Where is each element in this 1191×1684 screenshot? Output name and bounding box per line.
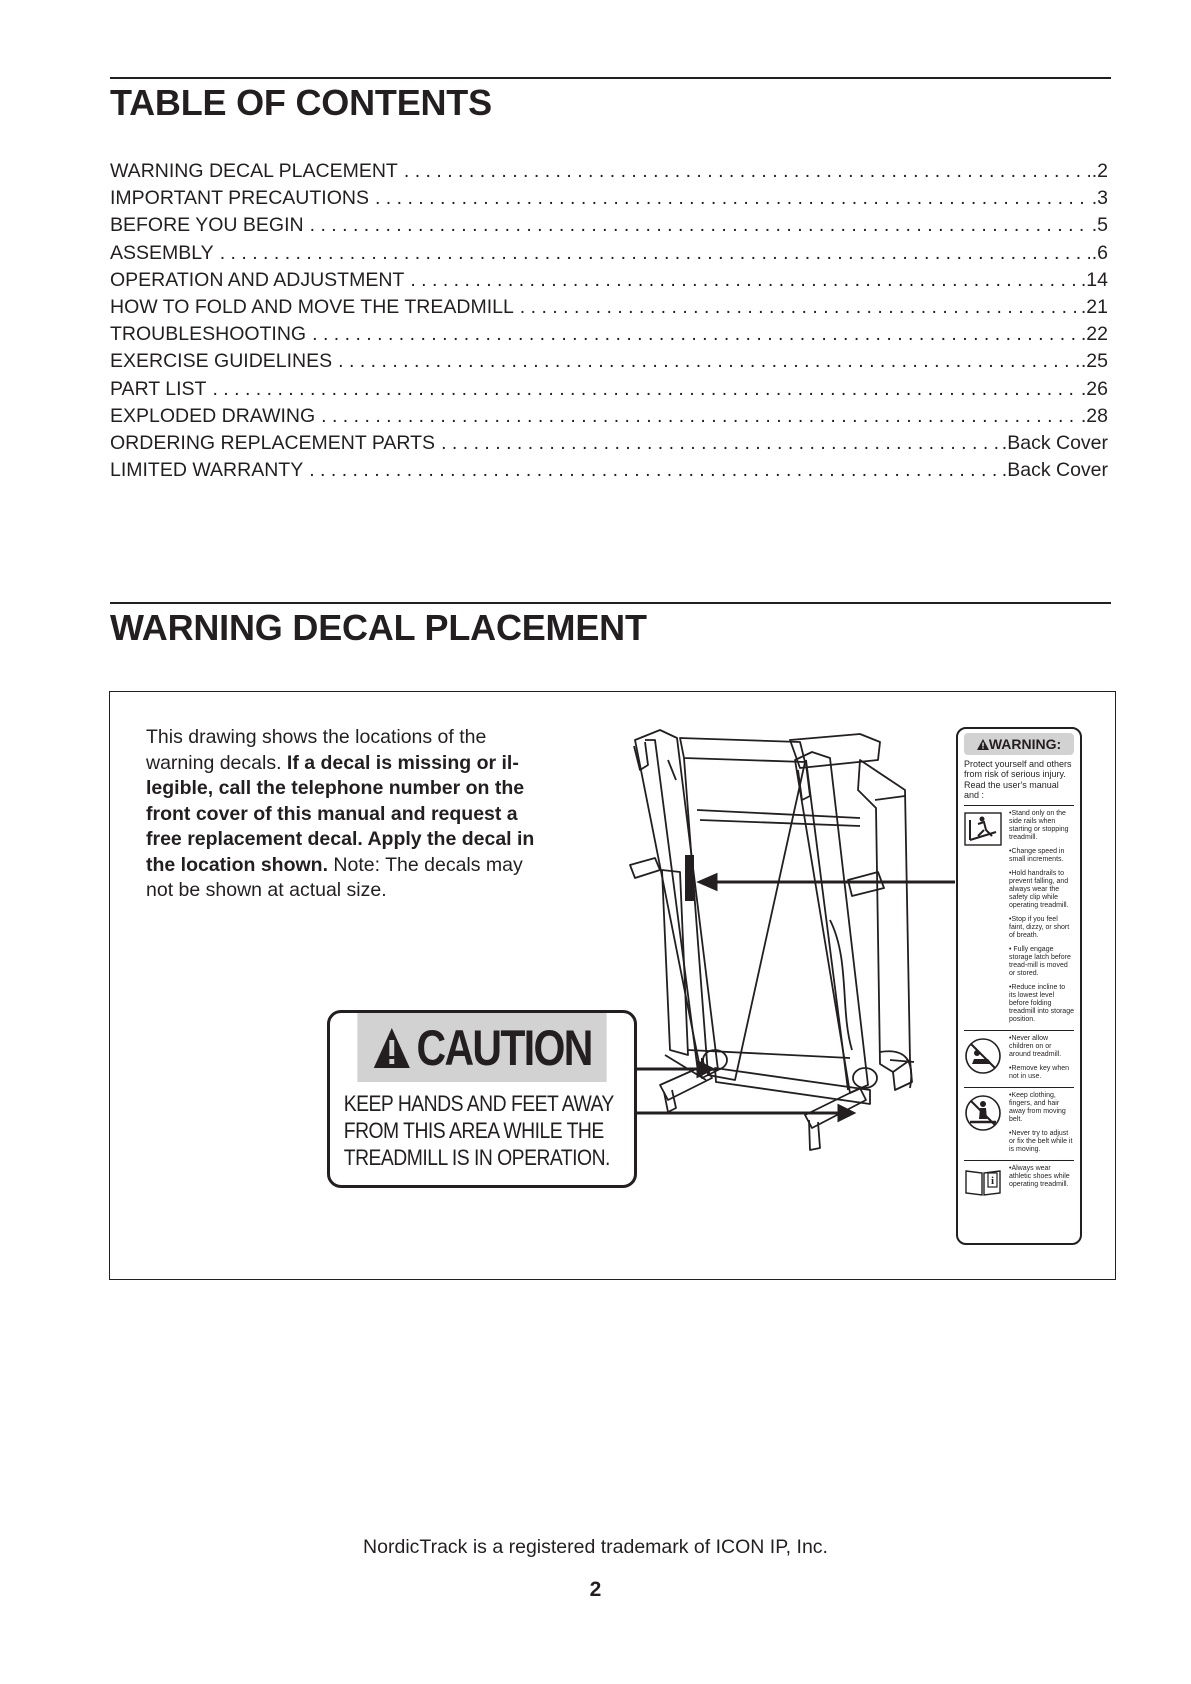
info-book-icon	[964, 1167, 1002, 1197]
toc-title: TABLE OF CONTENTS	[110, 82, 492, 123]
toc-entry[interactable]: TROUBLESHOOTING . . . .22	[110, 321, 1108, 348]
toc-entry[interactable]: OPERATION AND ADJUSTMENT . . . .14	[110, 267, 1108, 294]
warning-section: •Never allow children on or around treadmill. •Remove key when not in use.	[964, 1030, 1074, 1081]
toc-entry[interactable]: WARNING DECAL PLACEMENT . . . .2	[110, 158, 1108, 185]
warning-triangle-icon	[977, 739, 989, 750]
caution-message: KEEP HANDS AND FEET AWAY FROM THIS AREA WHILE THE TREADMILL IS IN OPERATION.	[343, 1091, 614, 1170]
decal-intro: This drawing shows the locations of the warning decals. If a decal is missing or il-legible, call the telephone number on the front cover of this manual and request a free replacement decal. Apply the decal in the location shown. Note: The decals may not be shown at actual size.	[146, 726, 535, 901]
warning-section: i •Always wear athletic shoes while operating treadmill.	[964, 1160, 1074, 1189]
toc-entry[interactable]: PART LIST . . . .26	[110, 376, 1108, 403]
warning-decal-mark	[685, 855, 694, 901]
warning-intro: Protect yourself and others from risk of serious injury. Read the user's manual and :	[964, 759, 1072, 801]
right-upright	[858, 760, 910, 1072]
warning-section: •Keep clothing, fingers, and hair away from moving belt. •Never try to adjust or fix the belt while it is moving.	[964, 1087, 1074, 1154]
trademark-note: NordicTrack is a registered trademark of ICON IP, Inc.	[363, 1536, 828, 1558]
svg-text:i: i	[990, 1174, 995, 1187]
toc-entry[interactable]: ORDERING REPLACEMENT PARTS . . . .Back Cover	[110, 430, 1108, 457]
moving-belt-icon	[964, 1094, 1002, 1132]
deck-top	[680, 738, 805, 762]
console-outline	[790, 734, 880, 768]
warning-decal	[956, 727, 1082, 1245]
right-foot	[805, 1088, 866, 1128]
toc-entry[interactable]: LIMITED WARRANTY . . . .Back Cover	[110, 457, 1108, 484]
warning-section: •Stand only on the side rails when starting or stopping treadmill. •Change speed in small increments. •Hold handrails to prevent falling, and always wear the safety clip while operating treadmill. •Stop if you feel faint, dizzy, or short of breath. • Fully engage storage latch before tread-mill is moved or stored. •Reduce incline to its lowest level before folding treadmill into storage position.	[964, 805, 1074, 1024]
caution-decal	[327, 1010, 637, 1188]
handrail-icon	[964, 812, 1002, 846]
toc-entry[interactable]: HOW TO FOLD AND MOVE THE TREADMILL . . . .21	[110, 294, 1108, 321]
toc-entry[interactable]: EXPLODED DRAWING . . . .28	[110, 403, 1108, 430]
warning-triangle-icon	[372, 1026, 411, 1070]
toc-entry[interactable]: IMPORTANT PRECAUTIONS . . . .3	[110, 185, 1108, 212]
page-number: 2	[589, 1578, 602, 1601]
section-title: WARNING DECAL PLACEMENT	[110, 607, 647, 648]
warning-header: WARNING:	[964, 733, 1074, 755]
caution-header: CAUTION	[357, 1013, 606, 1082]
toc-entry[interactable]: EXERCISE GUIDELINES . . . .25	[110, 348, 1108, 375]
no-children-icon	[964, 1037, 1002, 1075]
toc-entry[interactable]: BEFORE YOU BEGIN . . . .5	[110, 212, 1108, 239]
toc-entry[interactable]: ASSEMBLY . . . .6	[110, 240, 1108, 267]
deck-panel	[684, 758, 805, 1080]
